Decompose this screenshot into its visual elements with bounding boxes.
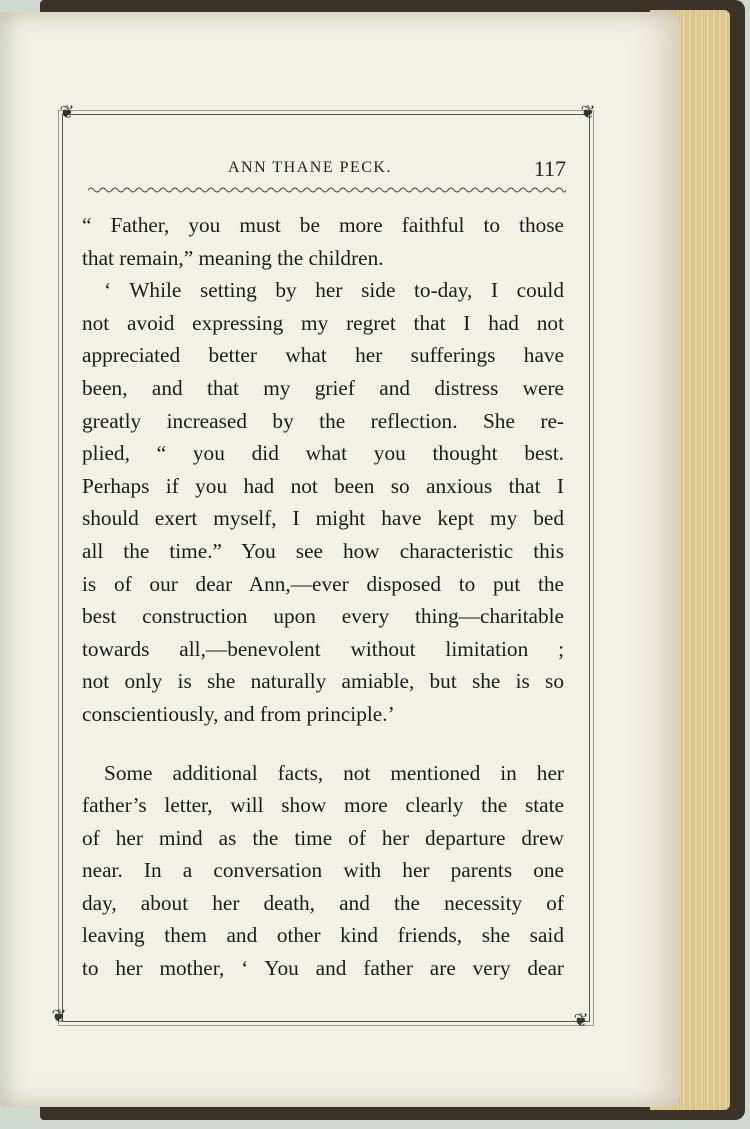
text-line: plied, “ you did what you thought best. [82, 441, 564, 466]
book-page [0, 12, 680, 1107]
text-line: appreciated better what her sufferings have [82, 343, 564, 368]
corner-ornament-icon: ❦ [573, 1010, 589, 1031]
running-head [88, 156, 566, 184]
text-line: should exert myself, I might have kept my bed [82, 506, 564, 531]
paragraph-2 [82, 274, 564, 730]
text-line: Some additional facts, not mentioned in her [104, 760, 564, 785]
text-line: “ Father, you must be more faithful to those [82, 213, 564, 237]
text-line: towards all,—benevolent without limitation ; [82, 636, 564, 661]
corner-ornament-icon: ❦ [51, 1006, 67, 1027]
text-line: all the time.” You see how characteristic this [82, 538, 564, 563]
text-line: day, about her death, and the necessity of [82, 890, 564, 915]
page-number: 117 [533, 156, 566, 181]
text-line: near. In a conversation with her parents one [82, 858, 564, 883]
text-line: of her mind as the time of her departure drew [82, 825, 564, 850]
paragraph-gap [82, 731, 564, 757]
text-line: been, and that my grief and distress were [82, 375, 564, 400]
text-line: that remain,” meaning the children. [82, 245, 384, 270]
text-line: best construction upon every thing—charitable [82, 604, 564, 629]
text-line: conscientiously, and from principle.’ [82, 701, 395, 726]
text-line: father’s letter, will show more clearly the state [82, 793, 564, 818]
paragraph-3 [82, 757, 564, 985]
corner-ornament-icon: ❦ [580, 102, 596, 123]
text-line: to her mother, ‘ You and father are very dear [82, 956, 564, 981]
running-title: ANN THANE PECK. [228, 159, 392, 176]
wavy-rule [88, 186, 566, 194]
text-line: leaving them and other kind friends, she said [82, 923, 564, 948]
paragraph-1 [82, 209, 564, 274]
body-text [82, 209, 564, 985]
text-line: not only is she naturally amiable, but she is so [82, 669, 564, 694]
text-line: Perhaps if you had not been so anxious that I [82, 473, 564, 498]
text-line: greatly increased by the reflection. She re- [82, 408, 564, 433]
text-line: ‘ While setting by her side to-day, I could [104, 278, 564, 303]
corner-ornament-icon: ❦ [59, 102, 75, 123]
text-line: not avoid expressing my regret that I had not [82, 310, 564, 335]
text-line: is of our dear Ann,—ever disposed to put the [82, 571, 564, 596]
